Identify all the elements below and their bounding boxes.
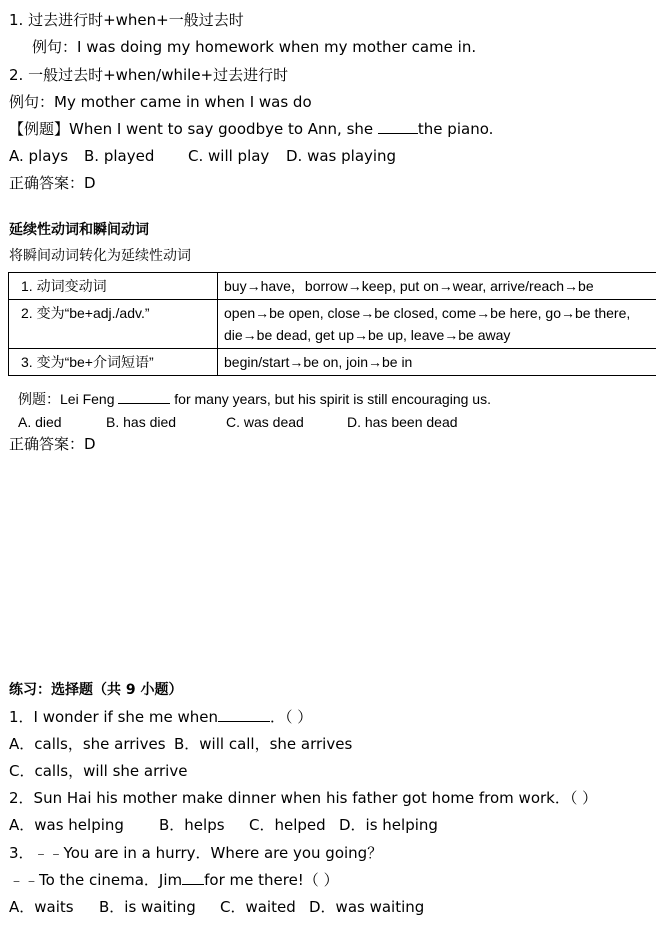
option-d: D．is helping <box>339 816 438 834</box>
option-a: A．calls，she arrives <box>9 735 166 753</box>
answer-blank <box>118 389 170 404</box>
question-3-reply-start: ﹣﹣To the cinema．Jim <box>9 871 183 889</box>
question-1-end: ．（ ） <box>270 708 313 726</box>
verb-example-question <box>18 389 491 409</box>
table-cell-type: 1. 动词变动词 <box>9 273 218 300</box>
question-1-start: 1．I wonder if she me when <box>9 708 219 726</box>
verb-example-start: 例题：Lei Feng <box>18 391 119 407</box>
question-3: 3．﹣﹣You are in a hurry．Where are you going？ <box>9 844 383 862</box>
table-cell-examples: open→be open, close→be closed, come→be here, go→be there, die→be dead, get up→be up, leave→be away <box>218 300 656 349</box>
table-cell-type: 3. 变为“be+介词短语” <box>9 349 218 376</box>
option-c: C．waited <box>220 898 296 916</box>
example-question-end: the piano. <box>417 120 494 138</box>
question-1-options <box>9 734 352 754</box>
option-a: A．was helping <box>9 816 124 834</box>
option-d: D．was waiting <box>309 898 425 916</box>
rule-1-example: 例句：I was doing my homework when my mother came in. <box>32 38 477 56</box>
table-cell-examples: buy→have，borrow→keep, put on→wear, arrive/reach→be <box>218 273 656 300</box>
table-cell-type: 2. 变为“be+adj./adv.” <box>9 300 218 349</box>
rule-2-example: 例句：My mother came in when I was do <box>9 93 312 111</box>
option-c: C. will play <box>188 147 270 165</box>
example-answer: 正确答案：D <box>9 174 96 192</box>
option-b: B. has died <box>106 414 177 430</box>
rule-2: 2. 一般过去时+when/while+过去进行时 <box>9 66 289 84</box>
example-options <box>9 146 396 166</box>
section-subtitle: 将瞬间动词转化为延续性动词 <box>9 248 191 264</box>
question-3-options <box>9 897 424 917</box>
option-c: C．calls，will she arrive <box>9 762 188 780</box>
table-row <box>9 273 656 300</box>
answer-blank <box>378 119 418 134</box>
option-b: B．helps <box>159 816 225 834</box>
option-b: B．is waiting <box>99 898 196 916</box>
option-c: C. was dead <box>226 414 304 430</box>
table-row <box>9 349 656 376</box>
option-c: C．helped <box>249 816 326 834</box>
example-question <box>9 119 493 139</box>
option-d: D. was playing <box>286 147 397 165</box>
option-b: B. played <box>84 147 155 165</box>
verb-example-options <box>18 412 458 432</box>
question-2-options <box>9 815 438 835</box>
example-question-start: 【例题】When I went to say goodbye to Ann, she <box>9 120 378 138</box>
section-title: 延续性动词和瞬间动词 <box>9 222 149 238</box>
question-1 <box>9 707 312 727</box>
verb-example-end: for many years, but his spirit is still encouraging us. <box>170 391 491 407</box>
option-b: B．will call，she arrives <box>174 735 353 753</box>
option-a: A. plays <box>9 147 69 165</box>
rule-1: 1. 过去进行时+when+一般过去时 <box>9 11 244 29</box>
table-row <box>9 300 656 349</box>
question-3-reply <box>9 870 339 890</box>
option-a: A. died <box>18 414 62 430</box>
answer-blank <box>218 707 270 722</box>
question-1-options-2 <box>9 761 187 781</box>
question-3-reply-end: for me there!（ ） <box>204 871 339 889</box>
option-a: A．waits <box>9 898 74 916</box>
option-d: D. has been dead <box>347 414 458 430</box>
answer-blank <box>182 870 204 885</box>
practice-title: 练习：选择题（共 9 小题） <box>9 682 183 698</box>
verb-conversion-table <box>8 272 656 376</box>
question-2: 2．Sun Hai his mother make dinner when his father got home from work．（ ） <box>9 789 598 807</box>
table-cell-examples: begin/start→be on, join→be in <box>218 349 656 376</box>
verb-example-answer: 正确答案：D <box>9 435 96 453</box>
